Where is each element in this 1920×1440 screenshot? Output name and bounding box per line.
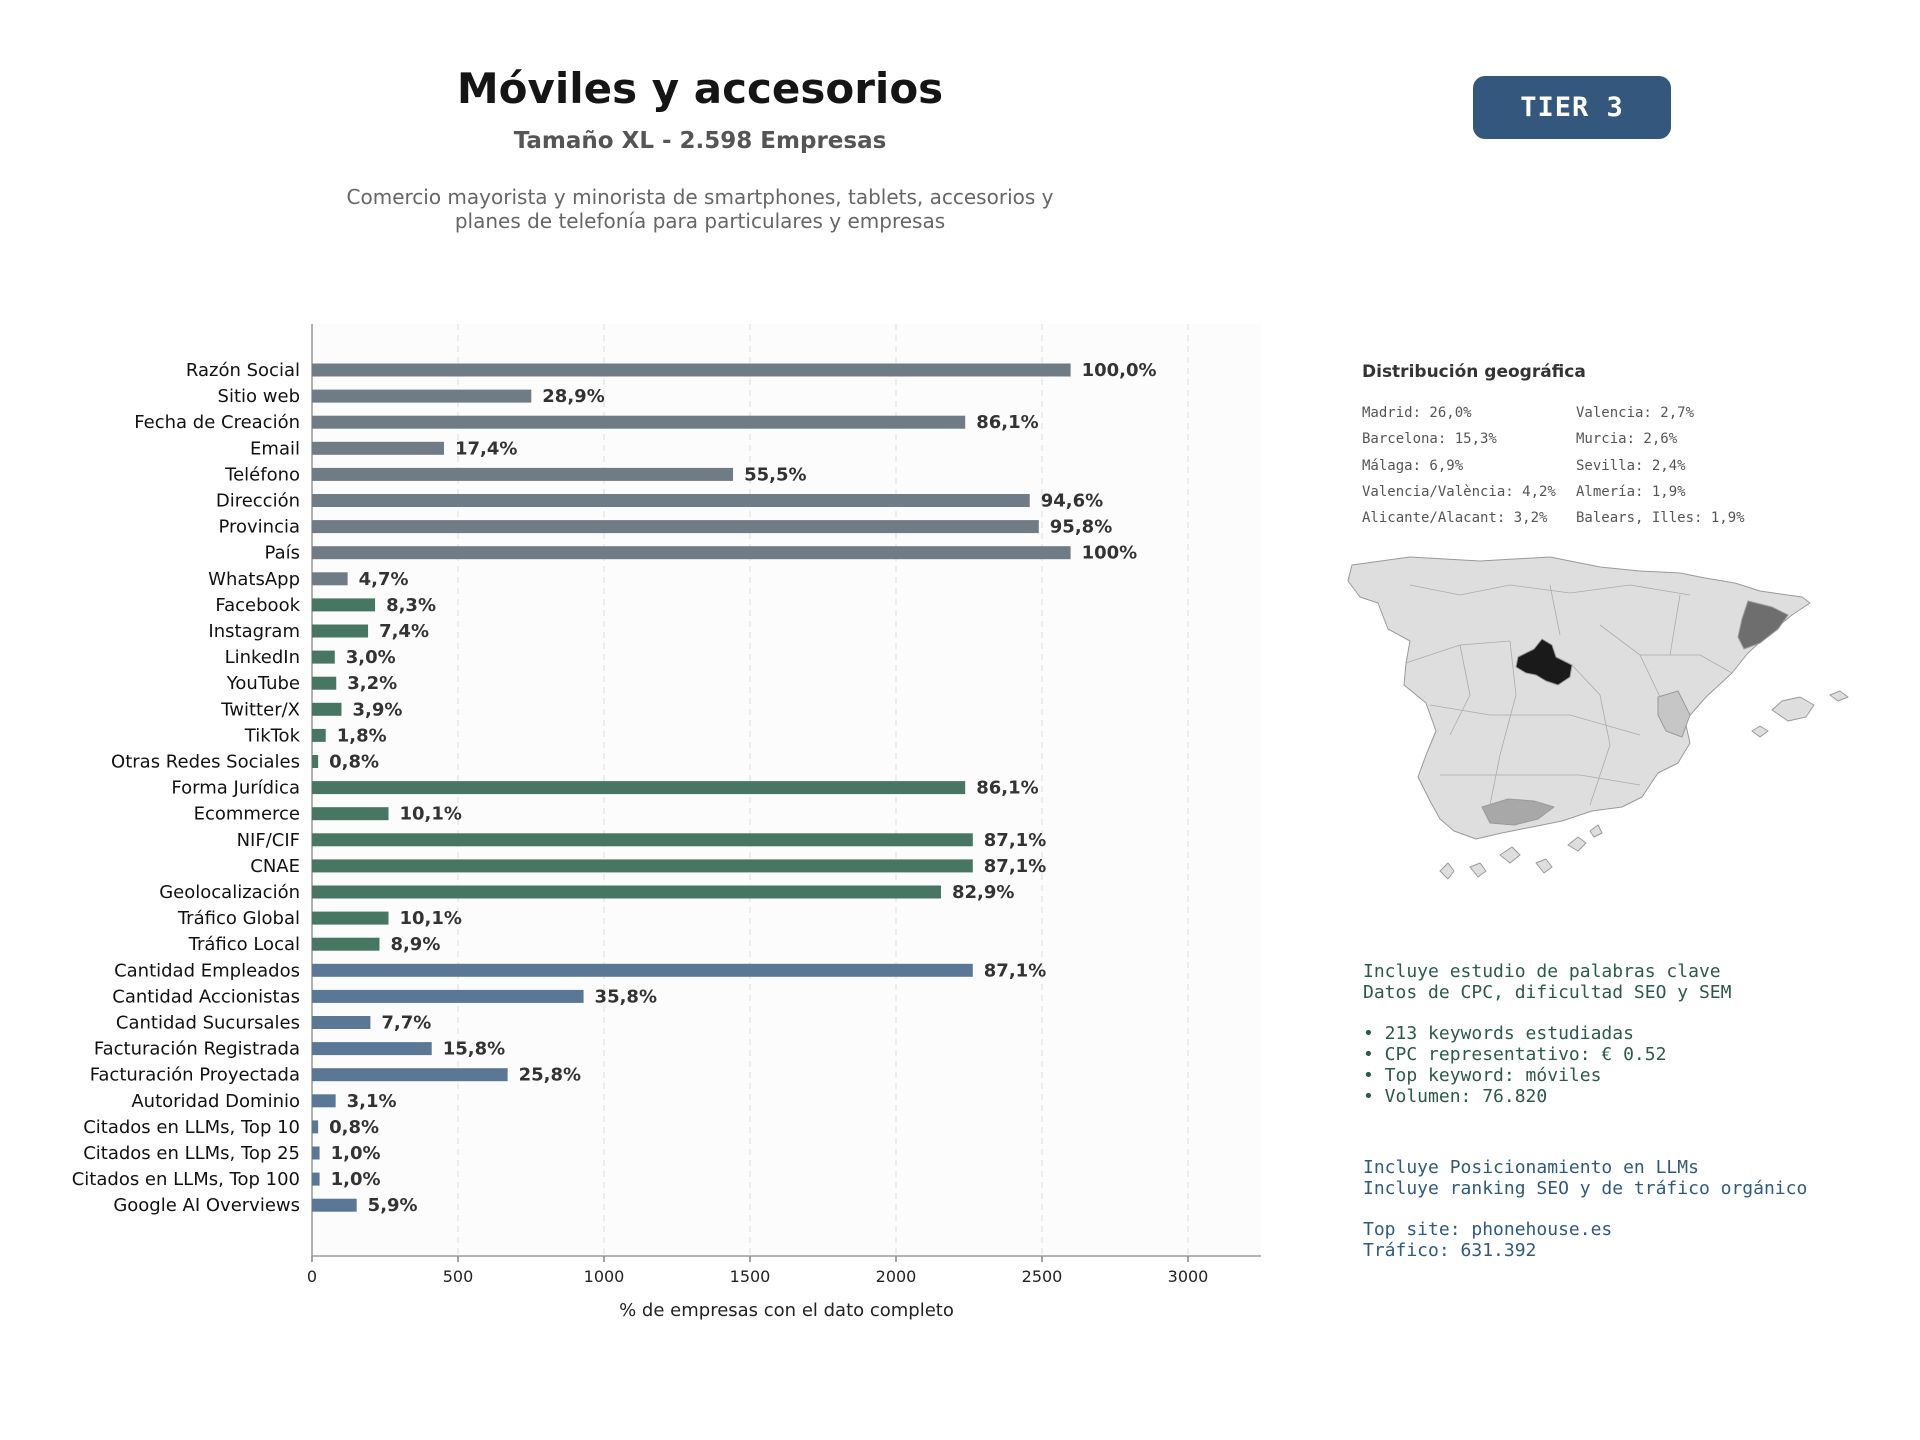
data-label: 87,1% [983,960,1047,982]
bar [312,859,973,872]
data-label: 8,3% [386,594,436,616]
info-line: Incluye ranking SEO y de tráfico orgánico [1363,1178,1808,1199]
bar [312,1199,357,1212]
bar [312,938,379,951]
geo-list-right [1576,400,1745,531]
y-tick-label: YouTube [226,673,300,695]
data-label: 0,8% [329,751,380,773]
data-label: 7,7% [381,1012,432,1034]
y-tick-label: LinkedIn [224,647,300,669]
y-tick-label: TikTok [244,725,300,747]
bar [312,1120,318,1133]
geo-list-left [1362,400,1556,531]
y-tick-label: Facturación Proyectada [89,1064,300,1086]
bar [312,520,1039,533]
description-line: Comercio mayorista y minorista de smartphones, tablets, accesorios y [346,185,1054,209]
data-label: 3,9% [352,699,403,721]
bar [312,964,973,977]
bar [312,651,335,664]
spain-province-map [1340,545,1860,910]
geo-item: Sevilla: 2,4% [1576,457,1686,474]
info-bullet: • 213 keywords estudiadas [1363,1023,1634,1044]
data-label: 87,1% [983,855,1047,877]
y-tick-label: CNAE [250,855,300,877]
bar [312,886,941,899]
bar [312,755,318,768]
bar [312,468,733,481]
y-tick-label: Cantidad Empleados [114,960,300,982]
y-tick-label: Autoridad Dominio [131,1090,300,1112]
y-tick-label: Tráfico Local [188,934,300,956]
data-label: 86,1% [976,777,1039,799]
bar [312,781,965,794]
x-axis-label: % de empresas con el dato completo [619,1300,954,1321]
data-label: 3,2% [347,673,398,695]
info-bullet: • Volumen: 76.820 [1363,1086,1548,1107]
info-bullet: • Top keyword: móviles [1363,1065,1602,1086]
data-label: 0,8% [329,1116,380,1138]
geo-item: Málaga: 6,9% [1362,457,1464,474]
bar [312,1068,508,1081]
bar [312,729,326,742]
data-label: 4,7% [358,568,409,590]
data-label: 8,9% [390,934,441,956]
y-tick-label: Facebook [215,594,300,616]
data-label: 35,8% [594,986,658,1008]
bar [312,1016,370,1029]
bar [312,1094,336,1107]
page-title: Móviles y accesorios [456,64,944,113]
bar [312,546,1071,559]
map-balearic-islands [1752,691,1848,737]
y-tick-label: NIF/CIF [236,829,300,851]
data-label: 1,0% [330,1169,381,1191]
info-line: Incluye estudio de palabras clave [1363,961,1721,982]
data-label: 28,9% [542,386,605,408]
data-label: 10,1% [399,803,462,825]
y-tick-label: Google AI Overviews [113,1195,300,1217]
bar [312,677,336,690]
llm-info [1363,1157,1807,1261]
data-label: 82,9% [951,882,1015,903]
x-tick-label: 2500 [1021,1267,1063,1286]
y-tick-label: Fecha de Creación [134,412,300,434]
data-label: 3,0% [345,647,396,669]
bar [312,416,965,429]
geo-item: Alicante/Alacant: 3,2% [1362,510,1548,527]
y-tick-label: Twitter/X [221,699,300,721]
bar [312,364,1071,377]
data-label: 94,6% [1040,490,1104,512]
y-tick-label: Teléfono [225,464,300,486]
bar [312,833,973,846]
tier-badge: TIER 3 [1473,76,1671,139]
y-tick-label: Email [250,438,300,460]
y-tick-label: Instagram [208,621,300,642]
bar [312,1042,432,1055]
y-tick-label: País [264,542,300,564]
data-label: 17,4% [454,438,518,460]
bar [312,1147,320,1160]
x-tick-label: 3000 [1167,1267,1209,1286]
bar [312,598,375,611]
y-tick-label: Tráfico Global [177,908,300,930]
bar [312,625,368,638]
geo-item: Almería: 1,9% [1576,483,1686,500]
bar [312,990,584,1003]
data-label: 86,1% [976,412,1039,434]
x-tick-label: 0 [306,1267,318,1286]
info-line: Datos de CPC, dificultad SEO y SEM [1363,982,1732,1003]
y-tick-label: Forma Jurídica [171,777,300,799]
y-tick-label: Cantidad Accionistas [112,986,300,1008]
data-label: 25,8% [518,1064,582,1086]
y-tick-label: Otras Redes Sociales [111,751,300,773]
data-label: 15,8% [442,1038,506,1060]
y-tick-label: Dirección [215,490,300,512]
geo-distribution-title: Distribución geográfica [1362,362,1586,382]
bar [312,912,389,925]
geo-item: Barcelona: 15,3% [1362,431,1497,448]
keywords-info [1363,961,1731,1107]
bar [312,703,341,716]
y-tick-label: Citados en LLMs, Top 100 [71,1169,300,1191]
y-tick-label: Ecommerce [193,803,300,825]
data-label: 1,8% [336,725,387,747]
map-peninsula [1348,557,1810,839]
data-label: 100,0% [1081,360,1157,381]
data-label: 100% [1081,542,1138,564]
bar [312,1173,320,1186]
bar [312,807,389,820]
data-label: 7,4% [379,621,429,642]
x-tick-label: 1000 [583,1267,625,1286]
y-tick-label: Geolocalización [159,882,300,903]
x-tick-label: 500 [442,1267,474,1286]
y-tick-label: Citados en LLMs, Top 25 [83,1143,300,1164]
data-label: 55,5% [744,464,807,486]
bar [312,494,1030,507]
bar [312,390,531,403]
data-label: 3,1% [346,1090,397,1112]
geo-item: Madrid: 26,0% [1362,405,1472,421]
y-tick-label: Facturación Registrada [93,1038,300,1060]
info-bullet: • CPC representativo: € 0.52 [1363,1044,1667,1065]
y-tick-label: Provincia [218,516,300,538]
page-subtitle: Tamaño XL - 2.598 Empresas [513,128,887,154]
geo-item: Valencia/València: 4,2% [1362,483,1556,500]
y-tick-label: Razón Social [185,360,300,381]
geo-item: Murcia: 2,6% [1576,431,1678,448]
y-tick-label: Citados en LLMs, Top 10 [83,1116,300,1138]
data-label: 10,1% [399,908,462,930]
x-tick-label: 1500 [729,1267,771,1286]
data-label: 5,9% [367,1195,418,1217]
top-site: Top site: phonehouse.es [1363,1219,1613,1240]
description-line: planes de telefonía para particulares y empresas [454,209,946,233]
data-label: 95,8% [1049,516,1113,538]
geo-item: Valencia: 2,7% [1576,405,1695,421]
top-site-traffic: Tráfico: 631.392 [1363,1240,1537,1261]
info-line: Incluye Posicionamiento en LLMs [1363,1157,1699,1178]
x-tick-label: 2000 [875,1267,917,1286]
y-tick-label: Sitio web [217,386,300,408]
bar [312,442,444,455]
y-tick-label: WhatsApp [208,568,300,590]
data-label: 87,1% [983,829,1047,851]
data-label: 1,0% [330,1143,381,1164]
geo-item: Balears, Illes: 1,9% [1576,510,1745,527]
bar [312,572,348,585]
y-tick-label: Cantidad Sucursales [115,1012,300,1034]
